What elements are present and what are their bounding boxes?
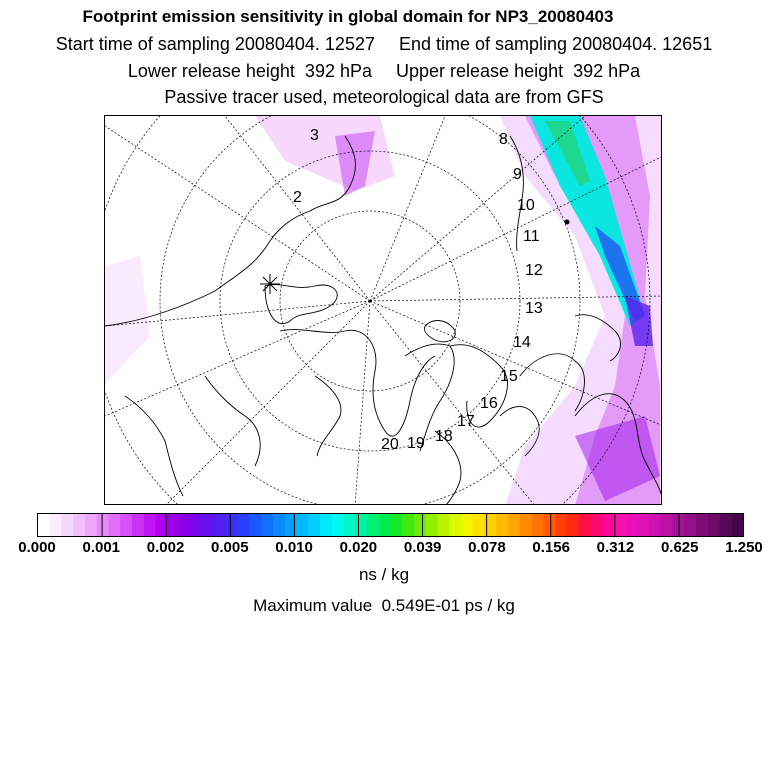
colorbar-swatch bbox=[38, 514, 50, 536]
colorbar-swatch bbox=[567, 514, 579, 536]
colorbar-swatch bbox=[508, 514, 520, 536]
day-label: 10 bbox=[517, 197, 535, 214]
colorbar-swatch bbox=[120, 514, 132, 536]
colorbar-swatch bbox=[285, 514, 297, 536]
colorbar-swatch bbox=[438, 514, 450, 536]
colorbar-swatch bbox=[250, 514, 262, 536]
map-canvas bbox=[105, 116, 662, 505]
colorbar-swatch bbox=[85, 514, 97, 536]
colorbar-swatch bbox=[355, 514, 367, 536]
colorbar-swatch bbox=[496, 514, 508, 536]
colorbar-swatch bbox=[144, 514, 156, 536]
colorbar-tick-label: 0.078 bbox=[468, 539, 506, 556]
colorbar-swatch bbox=[696, 514, 708, 536]
colorbar-swatch bbox=[614, 514, 626, 536]
colorbar-tick-label: 0.010 bbox=[275, 539, 313, 556]
colorbar-tick-label: 0.020 bbox=[339, 539, 378, 556]
day-label: 13 bbox=[525, 300, 543, 317]
colorbar-swatch bbox=[273, 514, 285, 536]
colorbar-swatch bbox=[203, 514, 215, 536]
colorbar-swatch bbox=[602, 514, 614, 536]
colorbar-swatch bbox=[214, 514, 226, 536]
colorbar-swatch bbox=[414, 514, 426, 536]
release-height-row bbox=[0, 60, 768, 82]
day-label: 15 bbox=[500, 368, 518, 385]
day-label: 3 bbox=[310, 127, 319, 144]
day-label: 19 bbox=[407, 435, 425, 452]
colorbar-swatch bbox=[579, 514, 591, 536]
colorbar-swatch bbox=[473, 514, 485, 536]
colorbar-swatch bbox=[308, 514, 320, 536]
colorbar-swatch bbox=[109, 514, 121, 536]
sampling-time-row bbox=[0, 33, 768, 55]
colorbar-tick-label: 0.625 bbox=[660, 539, 699, 556]
colorbar-tick-label: 0.005 bbox=[211, 539, 249, 556]
colorbar-tick-label: 0.156 bbox=[532, 539, 570, 556]
colorbar-swatch bbox=[661, 514, 673, 536]
upper-release-height: Upper release height 392 hPa bbox=[396, 61, 641, 81]
colorbar-swatch bbox=[238, 514, 250, 536]
colorbar-swatch bbox=[532, 514, 544, 536]
day-label: 16 bbox=[480, 395, 498, 412]
day-label: 8 bbox=[499, 131, 508, 148]
colorbar-tick-label: 0.001 bbox=[82, 539, 121, 556]
day-label: 18 bbox=[435, 428, 453, 445]
colorbar-swatch bbox=[132, 514, 144, 536]
colorbar-swatch bbox=[684, 514, 696, 536]
colorbar-swatch bbox=[261, 514, 273, 536]
colorbar-swatch bbox=[332, 514, 344, 536]
day-label: 2 bbox=[293, 189, 302, 206]
colorbar-swatch bbox=[555, 514, 567, 536]
colorbar-swatch bbox=[426, 514, 438, 536]
unit-label: ns / kg bbox=[358, 565, 410, 584]
colorbar-swatch bbox=[97, 514, 109, 536]
start-time: Start time of sampling 20080404. 12527 bbox=[55, 34, 375, 54]
colorbar-swatch bbox=[73, 514, 85, 536]
day-label: 11 bbox=[523, 228, 540, 245]
colorbar-swatch bbox=[590, 514, 602, 536]
colorbar-swatches bbox=[38, 514, 743, 536]
day-label: 12 bbox=[525, 262, 543, 279]
colorbar bbox=[37, 513, 744, 537]
colorbar-swatch bbox=[179, 514, 191, 536]
colorbar-swatch bbox=[379, 514, 391, 536]
release-location-marker bbox=[260, 274, 280, 294]
colorbar-tick-label: 1.250 bbox=[725, 539, 763, 556]
colorbar-swatch bbox=[449, 514, 461, 536]
colorbar-swatch bbox=[461, 514, 473, 536]
colorbar-swatch bbox=[402, 514, 414, 536]
colorbar-swatch bbox=[226, 514, 238, 536]
colorbar-swatch bbox=[344, 514, 356, 536]
colorbar-swatch bbox=[543, 514, 555, 536]
day-label: 17 bbox=[457, 413, 475, 430]
colorbar-swatch bbox=[167, 514, 179, 536]
day-label: 9 bbox=[513, 166, 522, 183]
maximum-value: Maximum value 0.549E-01 ps / kg bbox=[253, 596, 515, 615]
colorbar-swatch bbox=[720, 514, 732, 536]
colorbar-swatch bbox=[50, 514, 62, 536]
lower-release-height: Lower release height 392 hPa bbox=[127, 61, 372, 81]
colorbar-tick-labels bbox=[0, 539, 768, 559]
maximum-location-dot bbox=[565, 220, 570, 225]
colorbar-tick-label: 0.000 bbox=[18, 539, 56, 556]
day-label: 14 bbox=[513, 334, 531, 351]
colorbar-swatch bbox=[731, 514, 743, 536]
colorbar-swatch bbox=[649, 514, 661, 536]
colorbar-swatch bbox=[367, 514, 379, 536]
colorbar-swatch bbox=[637, 514, 649, 536]
day-label: 20 bbox=[381, 436, 399, 453]
colorbar-swatch bbox=[626, 514, 638, 536]
colorbar-swatch bbox=[708, 514, 720, 536]
colorbar-tick-label: 0.039 bbox=[403, 539, 442, 556]
colorbar-tick-label: 0.312 bbox=[596, 539, 635, 556]
colorbar-swatch bbox=[297, 514, 309, 536]
end-time: End time of sampling 20080404. 12651 bbox=[398, 34, 713, 54]
colorbar-swatch bbox=[520, 514, 532, 536]
polar-map bbox=[104, 115, 662, 505]
colorbar-swatch bbox=[191, 514, 203, 536]
plot-title: Footprint emission sensitivity in global domain for NP3_20080403 bbox=[82, 7, 614, 26]
tracer-note: Passive tracer used, meteorological data are from GFS bbox=[164, 87, 604, 107]
colorbar-tick-label: 0.002 bbox=[146, 539, 185, 556]
colorbar-swatch bbox=[320, 514, 332, 536]
colorbar-swatch bbox=[391, 514, 403, 536]
colorbar-swatch bbox=[62, 514, 74, 536]
